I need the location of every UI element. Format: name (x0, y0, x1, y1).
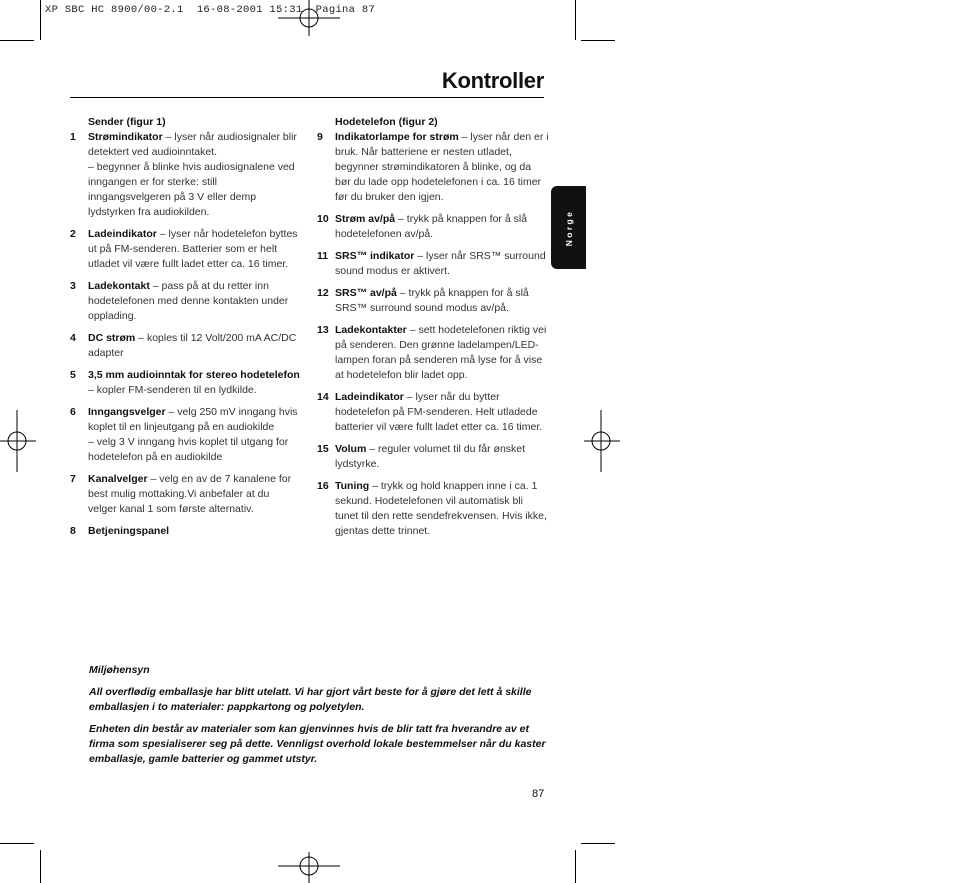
crop-mark (0, 40, 34, 41)
crop-mark (581, 40, 615, 41)
list-item (317, 323, 549, 383)
item-term: Ladeindikator (88, 228, 157, 240)
environment-section (89, 663, 549, 774)
item-term: Indikatorlampe for strøm (335, 131, 459, 143)
list-item (70, 279, 300, 324)
item-term: Kanalvelger (88, 473, 148, 485)
left-item-list (70, 130, 300, 539)
item-number: 16 (317, 480, 329, 492)
section-heading-headphone: Hodetelefon (figur 2) (335, 116, 438, 128)
item-description: – velg en av de 7 kanalene for best mulig mottaking.Vi anbefaler at du velger kanal 1 som første alternativ. (88, 473, 292, 515)
section-heading-sender: Sender (figur 1) (88, 116, 166, 128)
list-item (317, 479, 549, 539)
title-rule (70, 97, 544, 98)
list-item (70, 524, 300, 539)
item-number: 5 (70, 369, 76, 381)
item-body (335, 442, 549, 472)
item-term: Ladeindikator (335, 391, 404, 403)
list-item (70, 368, 300, 398)
item-term: Strøm av/på (335, 213, 396, 225)
item-number: 8 (70, 525, 76, 537)
crop-mark (40, 850, 41, 883)
item-description: – kopler FM-senderen til en lydkilde. (88, 384, 257, 396)
item-body (88, 279, 300, 324)
item-description: – velg 250 mV inngang hvis koplet til en linjeutgang på en audiokilde (88, 406, 298, 433)
list-item (317, 286, 549, 316)
list-item (317, 390, 549, 435)
environment-paragraph: All overflødig emballasje har blitt utelatt. Vi har gjort vårt beste for å gjøre det lett å skille emballasjen i to materialer: pappkartong og polyetylen. (89, 686, 532, 713)
item-body (88, 331, 300, 361)
item-term: DC strøm (88, 332, 136, 344)
registration-mark-left (0, 410, 36, 472)
item-term: Betjeningspanel (88, 525, 170, 537)
item-number: 11 (317, 250, 329, 262)
item-term: 3,5 mm audioinntak for stereo hodetelefon (88, 369, 300, 381)
item-body (335, 323, 549, 383)
item-number: 1 (70, 131, 76, 143)
item-number: 15 (317, 443, 329, 455)
list-item (70, 472, 300, 517)
right-item-list (317, 130, 549, 539)
environment-heading: Miljøhensyn (89, 664, 150, 676)
item-description: – trykk på knappen for å slå hodetelefonen av/på. (335, 213, 528, 240)
language-tab (551, 186, 586, 269)
item-number: 14 (317, 391, 329, 403)
item-description: – lyser når den er i bruk. Når batteriene er nesten utladet, begynner strømindikatoren å blinke, og da bør du lade opp hodetelefonen i ca. 16 timer før du bruker den igjen. (335, 131, 549, 203)
item-body (88, 227, 300, 272)
item-term: Tuning (335, 480, 370, 492)
list-item (70, 227, 300, 272)
print-header: XP SBC HC 8900/00-2.1 16-08-2001 15:31 Pagina 87 (45, 4, 376, 16)
list-item (70, 130, 300, 220)
item-description: – lyser når audiosignaler blir detektert ved audioinntaket. (88, 131, 297, 158)
registration-mark-right (584, 410, 620, 472)
crop-mark (40, 0, 41, 40)
item-term: Volum (335, 443, 367, 455)
item-number: 6 (70, 406, 76, 418)
crop-mark (0, 843, 34, 844)
item-body (335, 130, 549, 205)
item-number: 9 (317, 131, 323, 143)
item-term: Ladekontakter (335, 324, 407, 336)
item-term: Inngangsvelger (88, 406, 166, 418)
item-number: 13 (317, 324, 329, 336)
crop-mark (581, 843, 615, 844)
item-body (335, 479, 549, 539)
page-title: Kontroller (441, 68, 544, 93)
item-body (88, 405, 300, 465)
list-item (317, 249, 549, 279)
item-extra: – velg 3 V inngang hvis koplet til utgang for hodetelefon på en audiokilde (88, 436, 289, 463)
crop-mark (575, 0, 576, 40)
item-number: 2 (70, 228, 76, 240)
item-body (88, 472, 300, 517)
page-number: 87 (532, 788, 545, 800)
item-body (335, 212, 549, 242)
item-number: 12 (317, 287, 329, 299)
item-body (335, 286, 549, 316)
list-item (317, 442, 549, 472)
item-number: 7 (70, 473, 76, 485)
item-description: – sett hodetelefonen riktig vei på senderen. Den grønne ladelampen/LED-lampen foran på senderen må lyse for å vise at hodetelefon blir ladet opp. (335, 324, 547, 381)
item-body (335, 390, 549, 435)
list-item (70, 331, 300, 361)
left-column (70, 115, 300, 546)
crop-mark (575, 850, 576, 883)
environment-paragraph: Enheten din består av materialer som kan gjenvinnes hvis de blir tatt fra hverandre av et firma som spesialiserer seg på dette. Vennligst overhold lokale bestemmelser når du kaster emballasje, gamle batterier og gammet utstyr. (89, 723, 546, 765)
item-body (88, 524, 300, 539)
language-tab-label: Norge (563, 209, 574, 246)
registration-mark-top (278, 0, 340, 40)
item-term: Strømindikator (88, 131, 163, 143)
item-number: 4 (70, 332, 76, 344)
item-description: – trykk og hold knappen inne i ca. 1 sekund. Hodetelefonen vil automatisk bli tunet til den rette sendefrekvensen. Hvis ikke, gjentas dette trinnet. (335, 480, 547, 537)
item-description: – trykk på knappen for å slå SRS™ surround sound modus av/på. (335, 287, 529, 314)
item-number: 10 (317, 213, 329, 225)
item-description: – lyser når SRS™ surround sound modus er aktivert. (335, 250, 546, 277)
item-body (88, 368, 300, 398)
item-description: – pass på at du retter inn hodetelefonen med denne kontakten under opplading. (88, 280, 289, 322)
item-description: – lyser når hodetelefon byttes ut på FM-senderen. Batterier som er helt utladet vil være fullt ladet etter ca. 16 timer. (88, 228, 298, 270)
item-body (88, 130, 300, 220)
item-extra: – begynner å blinke hvis audiosignalene ved inngangen er for sterke: still inngangsvelgeren på 3 V eller demp lydstyrken fra audiokilden. (88, 161, 295, 218)
list-item (317, 212, 549, 242)
item-description: – reguler volumet til du får ønsket lydstyrke. (335, 443, 526, 470)
item-term: Ladekontakt (88, 280, 150, 292)
item-body (335, 249, 549, 279)
list-item (70, 405, 300, 465)
registration-mark-bottom (278, 848, 340, 883)
list-item (317, 130, 549, 205)
item-number: 3 (70, 280, 76, 292)
right-column (317, 115, 549, 546)
item-term: SRS™ av/på (335, 287, 397, 299)
item-term: SRS™ indikator (335, 250, 415, 262)
item-description: – koples til 12 Volt/200 mA AC/DC adapter (88, 332, 297, 359)
item-description: – lyser når du bytter hodetelefon på FM-senderen. Helt utladede batterier vil være fullt ladet etter ca. 16 timer. (335, 391, 543, 433)
